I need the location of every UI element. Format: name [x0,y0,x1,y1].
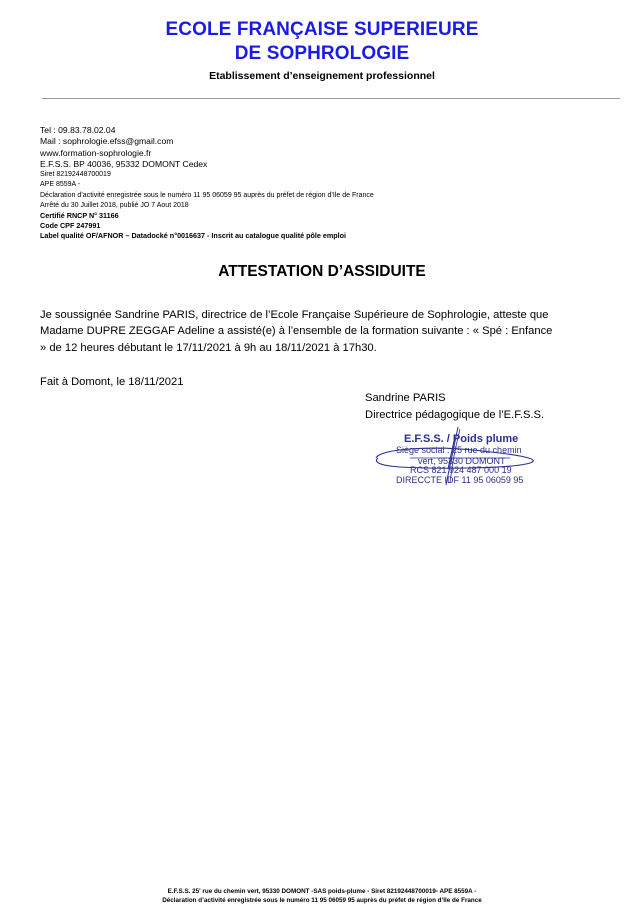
footer-line-1: E.F.S.S. 25' rue du chemin vert, 95330 DOMONT -SAS poids-plume - Siret 82192448700019- APE 8559A - [167,888,477,895]
company-stamp [370,425,570,495]
footer-line-2: Déclaration d’activité enregistrée sous le numéro 11 95 06059 95 auprès du préfet de région d’Ile de France [162,897,482,904]
contact-website: www.formation-sophrologie.fr [40,147,152,158]
signer-role: Directrice pédagogique de l’E.F.S.S. [365,408,545,421]
contact-cpf: Code CPF 247991 [40,221,101,231]
contact-block [40,125,600,242]
school-name-line2: DE SOPHROLOGIE [234,43,410,64]
body-line-2: Madame DUPRE ZEGGAF Adeline a assisté(e) à l’ensemble de la formation suivante : « Spé : Enfance [40,325,553,338]
contact-arrete: Arrêté du 30 Juillet 2018, publié JO 7 Aout 2018 [40,201,189,209]
school-name-line1: ECOLE FRANÇAISE SUPERIEURE [165,19,479,40]
signature-block [365,390,544,423]
signature-scribble-icon [370,425,570,495]
signer-name: Sandrine PARIS [365,392,446,404]
page-footer [0,887,644,905]
letterhead [0,18,644,83]
contact-rncp: Certifié RNCP N° 31166 [40,211,119,220]
document-title: ATTESTATION D’ASSIDUITE [218,263,426,280]
body-line-1: Je soussignée Sandrine PARIS, directrice de l’Ecole Française Supérieure de Sophrologie, atteste que [40,309,549,321]
stamp-line-1: E.F.S.S. / Poids plume [404,433,519,445]
school-subtitle: Etablissement d’enseignement professionnel [209,70,435,82]
contact-address: E.F.S.S. BP 40036, 95332 DOMONT Cedex [40,158,208,169]
stamp-line-3: vert, 95330 DOMONT [418,456,506,466]
place-date: Fait à Domont, le 18/11/2021 [40,376,184,388]
contact-label: Label qualité OF/AFNOR – Datadocké n°0016637 - Inscrit au catalogue qualité pôle emploi [40,231,347,241]
stamp-line-4: RCS 821 924 487 000 19 [410,465,512,475]
header-divider [42,98,620,99]
stamp-line-5: DIRECCTE IDF 11 95 06059 95 [396,475,524,485]
contact-email: Mail : sophrologie.efss@gmail.com [40,136,174,147]
contact-siret: Siret 82192448700019 [40,171,111,179]
body-line-3: » de 12 heures débutant le 17/11/2021 à 9h au 18/11/2021 à 17h30. [40,341,377,354]
contact-phone: Tel : 09.83.78.02.04 [40,125,116,135]
attestation-body [40,307,612,356]
contact-ape: APE 8559A - [40,181,81,189]
stamp-line-2: Siège social : 25 rue du chemin [396,445,522,455]
contact-declaration: Déclaration d’activité enregistrée sous le numéro 11 95 06059 95 auprès du préfet de région d’Ile de France [40,191,374,199]
